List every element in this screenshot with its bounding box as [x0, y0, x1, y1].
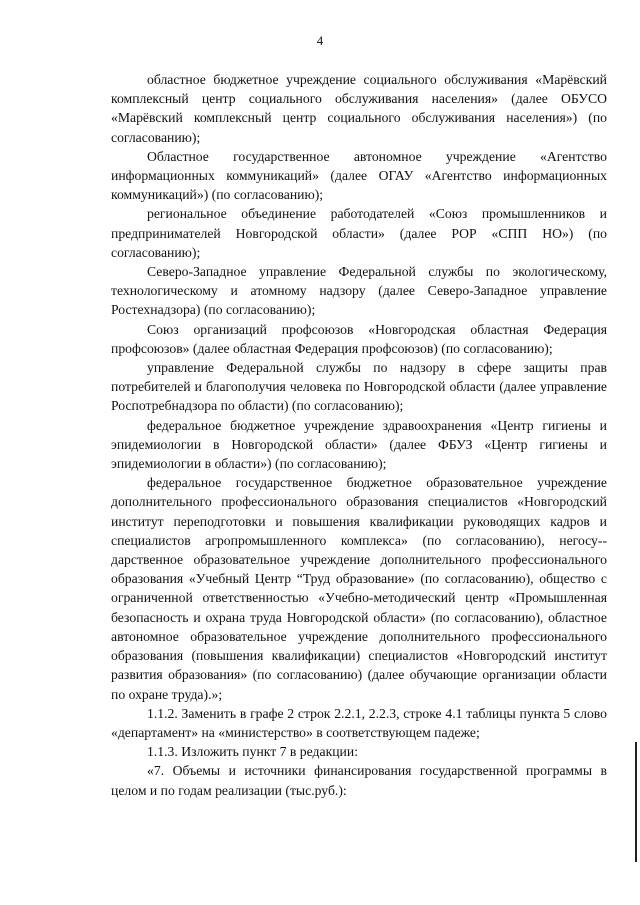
- paragraph-rostekhnadzor: Северо-Западное управление Федеральной службы по экологическому, технологическому и атомному надзору (далее Северо-Западное управление Ростехнадзора) (по согласованию);: [111, 264, 607, 318]
- paragraph-rospotrebnadzor: управление Федеральной службы по надзору в сфере защиты прав потребителей и благополучия человека по Новгородской области (далее управление Роспотребнадзора по области) (по согласованию);: [111, 360, 607, 414]
- paragraph-item-7: «7. Объемы и источники финансирования государственной программы в целом и по годам реализации (тыс.руб.):: [111, 763, 607, 798]
- document-body: [111, 70, 607, 800]
- paragraph-item-1-1-3: 1.1.3. Изложить пункт 7 в редакции:: [147, 744, 358, 760]
- paragraph-ror-spp: региональное объединение работодателей «Союз промышленников и предпринимателей Новгородской области» (далее РОР «СПП НО») (по согласованию);: [111, 206, 607, 260]
- paragraph-fbuz-hygiene: федеральное бюджетное учреждение здравоохранения «Центр гигиены и эпидемиологии в Новгородской области» (далее ФБУЗ «Центр гигиены и эпидемиологии в области») (по согласованию);: [111, 417, 607, 472]
- paragraph-training-organizations: федеральное государственное бюджетное образовательное учреждение дополнительного профессионального образования специалистов «Новгородский институт переподготовки и повышения квалификации руководящих кадров и специалистов агропромышленного комплекса» (по согласованию), негосу-дарственное образовательное учреждение дополнительного профессионального образования «Учебный Центр “Труд образование» (по согласованию), общество с ограниченной ответственностью «Учебно-методический центр «Промышленная безопасность и охрана труда Новгородской области» (по согласованию), областное автономное образовательное учреждение дополнительного профессионального образования (повышения квалификации) специалистов «Новгородский институт развития образования» (по согласованию) (далее обучающие организации области по охране труда).»;: [111, 475, 607, 702]
- paragraph-trade-unions: Союз организаций профсоюзов «Новгородская областная Федерация профсоюзов» (далее областная Федерация профсоюзов) (по согласованию);: [111, 321, 607, 356]
- paragraph-item-1-1-2: 1.1.2. Заменить в графе 2 строк 2.2.1, 2.2.3, строке 4.1 таблицы пункта 5 слово «департамент» на «министерство» в соответствующем падеже;: [111, 705, 607, 740]
- paragraph-ogau-agency: Областное государственное автономное учреждение «Агентство информационных коммуникаций» (далее ОГАУ «Агентство информационных коммуникаций») (по согласованию);: [111, 148, 607, 203]
- page-number: 4: [316, 33, 324, 48]
- paragraph-obuso-marevsky: областное бюджетное учреждение социального обслуживания «Марёвский комплексный центр социального обслуживания населения» (далее ОБУСО «Марёвский комплексный центр социального обслуживания населения») (по согласованию);: [111, 72, 607, 145]
- scan-edge-mark: [635, 742, 637, 862]
